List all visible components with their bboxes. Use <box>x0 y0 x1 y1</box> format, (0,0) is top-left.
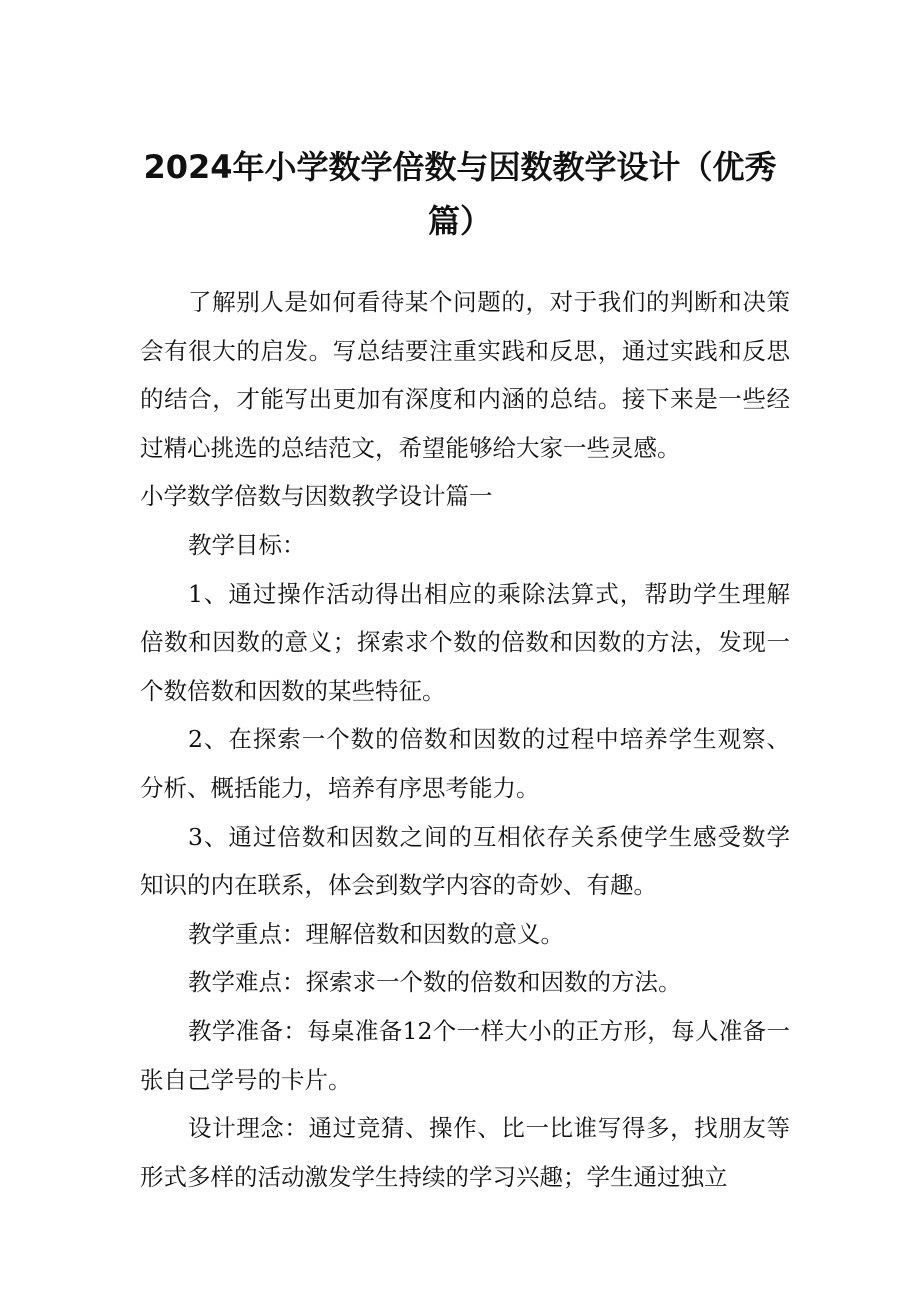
document-body <box>140 278 790 1201</box>
section-heading: 小学数学倍数与因数教学设计篇一 <box>140 482 493 511</box>
teaching-difficulty: 教学难点：探索求一个数的倍数和因数的方法。 <box>188 968 682 997</box>
design-concept: 设计理念：通过竞猜、操作、比一比谁写得多，找朋友等形式多样的活动激发学生持续的学习兴趣；学生通过独立 <box>140 1114 790 1191</box>
objective-1: 1、通过操作活动得出相应的乘除法算式，帮助学生理解倍数和因数的意义；探索求个数的倍数和因数的方法，发现一个数倍数和因数的某些特征。 <box>140 579 790 705</box>
document-title: 2024年小学数学倍数与因数教学设计（优秀篇） <box>143 148 777 240</box>
intro-paragraph: 了解别人是如何看待某个问题的，对于我们的判断和决策会有很大的启发。写总结要注重实践和反思，通过实践和反思的结合，才能写出更加有深度和内涵的总结。接下来是一些经过精心挑选的总结范文，希望能够给大家一些灵感。 <box>140 288 790 462</box>
teaching-focus: 教学重点：理解倍数和因数的意义。 <box>188 919 564 948</box>
objective-2: 2、在探索一个数的倍数和因数的过程中培养学生观察、分析、概括能力，培养有序思考能力。 <box>140 725 790 802</box>
objectives-heading: 教学目标： <box>188 530 306 559</box>
teaching-preparation: 教学准备：每桌准备12个一样大小的正方形，每人准备一张自己学号的卡片。 <box>140 1016 790 1094</box>
objective-3: 3、通过倍数和因数之间的互相依存关系使学生感受数学知识的内在联系，体会到数学内容的奇妙、有趣。 <box>140 822 790 900</box>
